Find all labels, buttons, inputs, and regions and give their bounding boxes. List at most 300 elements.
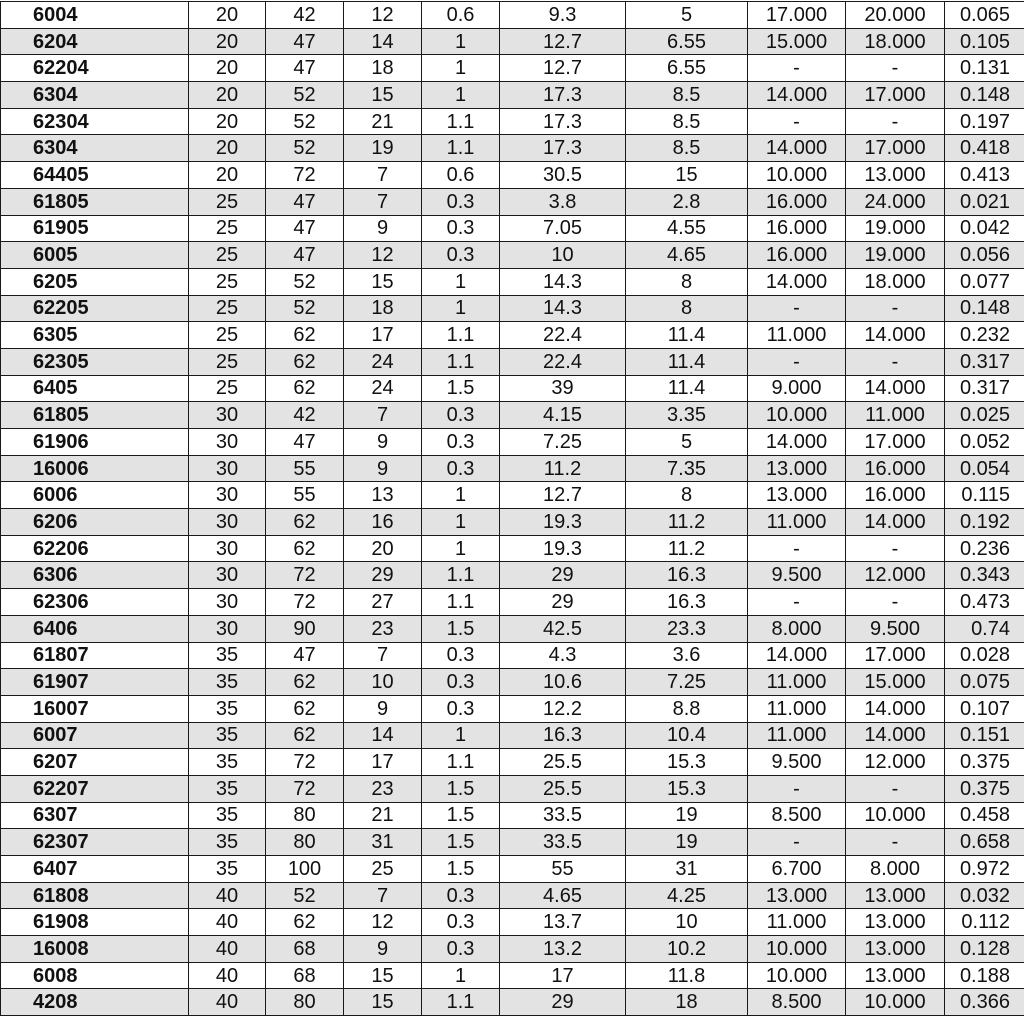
cell-model: 62205 [1, 295, 189, 322]
cell-Cr: 17 [500, 962, 626, 989]
cell-d: 25 [189, 375, 266, 402]
cell-D: 62 [266, 695, 344, 722]
cell-weight: 0.418 [945, 135, 1024, 162]
cell-r: 1.5 [422, 802, 500, 829]
cell-C0r: 10.2 [626, 936, 748, 963]
cell-grease_speed: - [748, 108, 846, 135]
cell-r: 1 [422, 722, 500, 749]
cell-weight: 0.74 [945, 615, 1024, 642]
cell-C0r: 11.4 [626, 322, 748, 349]
cell-r: 1.1 [422, 989, 500, 1016]
cell-grease_speed: 16.000 [748, 188, 846, 215]
cell-weight: 0.021 [945, 188, 1024, 215]
cell-Cr: 33.5 [500, 802, 626, 829]
cell-r: 0.6 [422, 162, 500, 189]
cell-r: 0.3 [422, 455, 500, 482]
cell-C0r: 11.8 [626, 962, 748, 989]
cell-model: 6004 [1, 2, 189, 29]
cell-r: 1 [422, 268, 500, 295]
cell-d: 25 [189, 295, 266, 322]
table-row [1, 295, 1024, 322]
cell-weight: 0.317 [945, 348, 1024, 375]
table-row [1, 856, 1024, 883]
cell-d: 30 [189, 589, 266, 616]
cell-D: 72 [266, 749, 344, 776]
cell-model: 62204 [1, 55, 189, 82]
cell-model: 6206 [1, 509, 189, 536]
cell-C0r: 10 [626, 909, 748, 936]
cell-weight: 0.025 [945, 402, 1024, 429]
cell-B: 27 [344, 589, 422, 616]
cell-D: 62 [266, 669, 344, 696]
cell-d: 35 [189, 722, 266, 749]
cell-d: 25 [189, 242, 266, 269]
cell-oil_speed: 8.000 [846, 856, 945, 883]
cell-Cr: 11.2 [500, 455, 626, 482]
cell-B: 23 [344, 615, 422, 642]
cell-Cr: 12.7 [500, 28, 626, 55]
cell-grease_speed: 8.000 [748, 615, 846, 642]
cell-d: 35 [189, 829, 266, 856]
cell-D: 62 [266, 909, 344, 936]
cell-Cr: 4.65 [500, 882, 626, 909]
cell-r: 1.1 [422, 589, 500, 616]
cell-B: 25 [344, 856, 422, 883]
cell-D: 80 [266, 989, 344, 1016]
cell-grease_speed: 14.000 [748, 642, 846, 669]
cell-D: 62 [266, 722, 344, 749]
table-row [1, 989, 1024, 1016]
cell-grease_speed: 10.000 [748, 936, 846, 963]
cell-C0r: 6.55 [626, 28, 748, 55]
cell-d: 20 [189, 135, 266, 162]
table-row [1, 642, 1024, 669]
cell-weight: 0.658 [945, 829, 1024, 856]
cell-oil_speed: 14.000 [846, 509, 945, 536]
cell-grease_speed: - [748, 775, 846, 802]
cell-B: 31 [344, 829, 422, 856]
cell-B: 12 [344, 242, 422, 269]
cell-Cr: 14.3 [500, 295, 626, 322]
cell-oil_speed: 13.000 [846, 962, 945, 989]
cell-model: 6006 [1, 482, 189, 509]
cell-D: 52 [266, 135, 344, 162]
cell-D: 62 [266, 375, 344, 402]
cell-grease_speed: - [748, 55, 846, 82]
cell-B: 24 [344, 348, 422, 375]
cell-oil_speed: 12.000 [846, 749, 945, 776]
cell-grease_speed: 15.000 [748, 28, 846, 55]
cell-model: 6205 [1, 268, 189, 295]
table-row [1, 669, 1024, 696]
cell-d: 30 [189, 429, 266, 456]
cell-weight: 0.105 [945, 28, 1024, 55]
cell-d: 35 [189, 695, 266, 722]
cell-model: 6005 [1, 242, 189, 269]
cell-grease_speed: 16.000 [748, 215, 846, 242]
cell-model: 61908 [1, 909, 189, 936]
cell-weight: 0.056 [945, 242, 1024, 269]
cell-grease_speed: 6.700 [748, 856, 846, 883]
cell-D: 42 [266, 2, 344, 29]
cell-grease_speed: - [748, 829, 846, 856]
cell-model: 61907 [1, 669, 189, 696]
cell-B: 18 [344, 295, 422, 322]
cell-C0r: 18 [626, 989, 748, 1016]
table-row [1, 909, 1024, 936]
cell-model: 6307 [1, 802, 189, 829]
cell-d: 40 [189, 882, 266, 909]
cell-weight: 0.065 [945, 2, 1024, 29]
cell-grease_speed: 8.500 [748, 989, 846, 1016]
cell-weight: 0.972 [945, 856, 1024, 883]
cell-C0r: 4.55 [626, 215, 748, 242]
cell-B: 7 [344, 882, 422, 909]
cell-Cr: 17.3 [500, 82, 626, 109]
cell-D: 52 [266, 108, 344, 135]
cell-D: 100 [266, 856, 344, 883]
cell-r: 1.5 [422, 375, 500, 402]
cell-C0r: 3.6 [626, 642, 748, 669]
cell-weight: 0.112 [945, 909, 1024, 936]
cell-B: 29 [344, 562, 422, 589]
table-row [1, 215, 1024, 242]
cell-r: 0.6 [422, 2, 500, 29]
cell-C0r: 8.8 [626, 695, 748, 722]
cell-C0r: 5 [626, 429, 748, 456]
cell-model: 6407 [1, 856, 189, 883]
cell-oil_speed: 19.000 [846, 215, 945, 242]
cell-D: 55 [266, 482, 344, 509]
cell-r: 0.3 [422, 909, 500, 936]
cell-model: 6306 [1, 562, 189, 589]
cell-model: 62306 [1, 589, 189, 616]
cell-oil_speed: 14.000 [846, 722, 945, 749]
cell-r: 0.3 [422, 215, 500, 242]
cell-model: 62304 [1, 108, 189, 135]
cell-r: 1.1 [422, 562, 500, 589]
cell-B: 9 [344, 429, 422, 456]
cell-grease_speed: 16.000 [748, 242, 846, 269]
cell-B: 19 [344, 135, 422, 162]
cell-model: 6207 [1, 749, 189, 776]
cell-D: 52 [266, 82, 344, 109]
cell-model: 61906 [1, 429, 189, 456]
cell-grease_speed: 14.000 [748, 82, 846, 109]
cell-oil_speed: 10.000 [846, 802, 945, 829]
cell-d: 30 [189, 482, 266, 509]
cell-C0r: 8 [626, 268, 748, 295]
cell-model: 6007 [1, 722, 189, 749]
cell-C0r: 5 [626, 2, 748, 29]
cell-r: 1 [422, 295, 500, 322]
cell-D: 55 [266, 455, 344, 482]
cell-Cr: 33.5 [500, 829, 626, 856]
cell-B: 16 [344, 509, 422, 536]
cell-Cr: 25.5 [500, 749, 626, 776]
cell-weight: 0.028 [945, 642, 1024, 669]
cell-B: 14 [344, 722, 422, 749]
table-row [1, 28, 1024, 55]
cell-Cr: 9.3 [500, 2, 626, 29]
cell-D: 72 [266, 562, 344, 589]
cell-grease_speed: 10.000 [748, 402, 846, 429]
cell-C0r: 15 [626, 162, 748, 189]
cell-D: 80 [266, 802, 344, 829]
cell-weight: 0.375 [945, 775, 1024, 802]
table-row [1, 882, 1024, 909]
cell-Cr: 14.3 [500, 268, 626, 295]
table-row [1, 348, 1024, 375]
cell-weight: 0.032 [945, 882, 1024, 909]
cell-d: 40 [189, 909, 266, 936]
table-row [1, 749, 1024, 776]
cell-r: 1 [422, 82, 500, 109]
cell-oil_speed: 9.500 [846, 615, 945, 642]
table-row [1, 375, 1024, 402]
cell-B: 20 [344, 535, 422, 562]
cell-D: 47 [266, 242, 344, 269]
table-row [1, 936, 1024, 963]
cell-weight: 0.115 [945, 482, 1024, 509]
cell-D: 90 [266, 615, 344, 642]
cell-grease_speed: 9.500 [748, 749, 846, 776]
cell-d: 35 [189, 669, 266, 696]
cell-grease_speed: 11.000 [748, 509, 846, 536]
cell-d: 30 [189, 509, 266, 536]
cell-Cr: 29 [500, 589, 626, 616]
cell-r: 0.3 [422, 429, 500, 456]
cell-oil_speed: 18.000 [846, 28, 945, 55]
cell-oil_speed: 16.000 [846, 455, 945, 482]
cell-model: 6305 [1, 322, 189, 349]
cell-d: 40 [189, 989, 266, 1016]
cell-weight: 0.054 [945, 455, 1024, 482]
cell-r: 1.1 [422, 348, 500, 375]
cell-Cr: 3.8 [500, 188, 626, 215]
cell-grease_speed: - [748, 348, 846, 375]
cell-r: 0.3 [422, 402, 500, 429]
cell-d: 20 [189, 55, 266, 82]
cell-model: 6204 [1, 28, 189, 55]
cell-weight: 0.197 [945, 108, 1024, 135]
cell-weight: 0.317 [945, 375, 1024, 402]
cell-D: 47 [266, 28, 344, 55]
cell-r: 0.3 [422, 242, 500, 269]
cell-d: 25 [189, 348, 266, 375]
table-row [1, 162, 1024, 189]
cell-Cr: 4.3 [500, 642, 626, 669]
cell-model: 16007 [1, 695, 189, 722]
cell-weight: 0.236 [945, 535, 1024, 562]
cell-Cr: 13.2 [500, 936, 626, 963]
cell-grease_speed: 11.000 [748, 695, 846, 722]
bearing-spec-table [0, 1, 1024, 1016]
cell-oil_speed: 16.000 [846, 482, 945, 509]
cell-weight: 0.148 [945, 295, 1024, 322]
cell-B: 15 [344, 962, 422, 989]
cell-d: 40 [189, 962, 266, 989]
cell-oil_speed: - [846, 55, 945, 82]
table-row [1, 775, 1024, 802]
cell-C0r: 10.4 [626, 722, 748, 749]
cell-Cr: 12.7 [500, 482, 626, 509]
cell-r: 1.5 [422, 615, 500, 642]
cell-oil_speed: 14.000 [846, 322, 945, 349]
cell-weight: 0.148 [945, 82, 1024, 109]
cell-grease_speed: 11.000 [748, 722, 846, 749]
cell-weight: 0.075 [945, 669, 1024, 696]
table-row [1, 962, 1024, 989]
cell-oil_speed: - [846, 829, 945, 856]
cell-B: 12 [344, 909, 422, 936]
cell-D: 47 [266, 429, 344, 456]
cell-r: 1 [422, 482, 500, 509]
cell-B: 12 [344, 2, 422, 29]
table-row [1, 135, 1024, 162]
cell-Cr: 12.7 [500, 55, 626, 82]
cell-B: 14 [344, 28, 422, 55]
table-row [1, 535, 1024, 562]
cell-Cr: 22.4 [500, 348, 626, 375]
cell-oil_speed: - [846, 348, 945, 375]
cell-D: 62 [266, 348, 344, 375]
cell-r: 1 [422, 509, 500, 536]
cell-r: 1 [422, 28, 500, 55]
cell-r: 0.3 [422, 642, 500, 669]
table-row [1, 562, 1024, 589]
cell-model: 16006 [1, 455, 189, 482]
table-row [1, 695, 1024, 722]
table-row [1, 55, 1024, 82]
cell-Cr: 12.2 [500, 695, 626, 722]
cell-d: 35 [189, 775, 266, 802]
cell-C0r: 11.4 [626, 375, 748, 402]
cell-r: 1 [422, 962, 500, 989]
cell-B: 17 [344, 749, 422, 776]
cell-model: 61808 [1, 882, 189, 909]
cell-weight: 0.107 [945, 695, 1024, 722]
cell-D: 52 [266, 882, 344, 909]
cell-D: 72 [266, 589, 344, 616]
cell-grease_speed: 11.000 [748, 322, 846, 349]
cell-r: 0.3 [422, 669, 500, 696]
cell-C0r: 16.3 [626, 562, 748, 589]
cell-C0r: 7.35 [626, 455, 748, 482]
cell-Cr: 19.3 [500, 509, 626, 536]
cell-d: 35 [189, 749, 266, 776]
cell-weight: 0.042 [945, 215, 1024, 242]
cell-B: 7 [344, 642, 422, 669]
cell-Cr: 16.3 [500, 722, 626, 749]
cell-C0r: 11.4 [626, 348, 748, 375]
cell-oil_speed: 17.000 [846, 429, 945, 456]
cell-model: 4208 [1, 989, 189, 1016]
cell-B: 17 [344, 322, 422, 349]
cell-Cr: 22.4 [500, 322, 626, 349]
cell-Cr: 4.15 [500, 402, 626, 429]
cell-oil_speed: 13.000 [846, 162, 945, 189]
cell-r: 1.5 [422, 829, 500, 856]
cell-D: 47 [266, 215, 344, 242]
cell-grease_speed: - [748, 589, 846, 616]
cell-C0r: 15.3 [626, 749, 748, 776]
cell-grease_speed: 14.000 [748, 429, 846, 456]
cell-weight: 0.128 [945, 936, 1024, 963]
cell-oil_speed: 12.000 [846, 562, 945, 589]
cell-oil_speed: 13.000 [846, 909, 945, 936]
cell-weight: 0.343 [945, 562, 1024, 589]
cell-C0r: 15.3 [626, 775, 748, 802]
cell-C0r: 16.3 [626, 589, 748, 616]
cell-model: 62207 [1, 775, 189, 802]
cell-model: 61807 [1, 642, 189, 669]
cell-model: 62206 [1, 535, 189, 562]
cell-weight: 0.052 [945, 429, 1024, 456]
cell-oil_speed: - [846, 775, 945, 802]
cell-d: 25 [189, 322, 266, 349]
cell-C0r: 8 [626, 295, 748, 322]
cell-oil_speed: 15.000 [846, 669, 945, 696]
cell-model: 6304 [1, 135, 189, 162]
cell-grease_speed: - [748, 295, 846, 322]
cell-r: 1.1 [422, 108, 500, 135]
cell-grease_speed: 11.000 [748, 669, 846, 696]
cell-d: 20 [189, 162, 266, 189]
cell-C0r: 4.65 [626, 242, 748, 269]
cell-D: 72 [266, 775, 344, 802]
cell-r: 0.3 [422, 188, 500, 215]
cell-r: 1.1 [422, 322, 500, 349]
cell-Cr: 13.7 [500, 909, 626, 936]
cell-Cr: 7.05 [500, 215, 626, 242]
cell-Cr: 10.6 [500, 669, 626, 696]
cell-Cr: 39 [500, 375, 626, 402]
cell-B: 15 [344, 82, 422, 109]
cell-C0r: 8.5 [626, 108, 748, 135]
table-row [1, 2, 1024, 29]
cell-model: 61905 [1, 215, 189, 242]
cell-grease_speed: 13.000 [748, 882, 846, 909]
cell-B: 7 [344, 188, 422, 215]
cell-C0r: 8.5 [626, 135, 748, 162]
cell-grease_speed: 10.000 [748, 962, 846, 989]
cell-oil_speed: 13.000 [846, 882, 945, 909]
cell-Cr: 19.3 [500, 535, 626, 562]
cell-D: 42 [266, 402, 344, 429]
cell-oil_speed: 18.000 [846, 268, 945, 295]
cell-oil_speed: 17.000 [846, 135, 945, 162]
cell-model: 6304 [1, 82, 189, 109]
table-row [1, 188, 1024, 215]
cell-grease_speed: 10.000 [748, 162, 846, 189]
cell-D: 68 [266, 962, 344, 989]
cell-D: 62 [266, 509, 344, 536]
cell-C0r: 23.3 [626, 615, 748, 642]
table-row [1, 802, 1024, 829]
cell-oil_speed: 14.000 [846, 375, 945, 402]
cell-weight: 0.473 [945, 589, 1024, 616]
cell-weight: 0.151 [945, 722, 1024, 749]
cell-grease_speed: 13.000 [748, 455, 846, 482]
cell-weight: 0.131 [945, 55, 1024, 82]
cell-oil_speed: 13.000 [846, 936, 945, 963]
cell-r: 1.1 [422, 749, 500, 776]
cell-model: 6008 [1, 962, 189, 989]
table-row [1, 455, 1024, 482]
cell-grease_speed: 14.000 [748, 268, 846, 295]
cell-D: 80 [266, 829, 344, 856]
